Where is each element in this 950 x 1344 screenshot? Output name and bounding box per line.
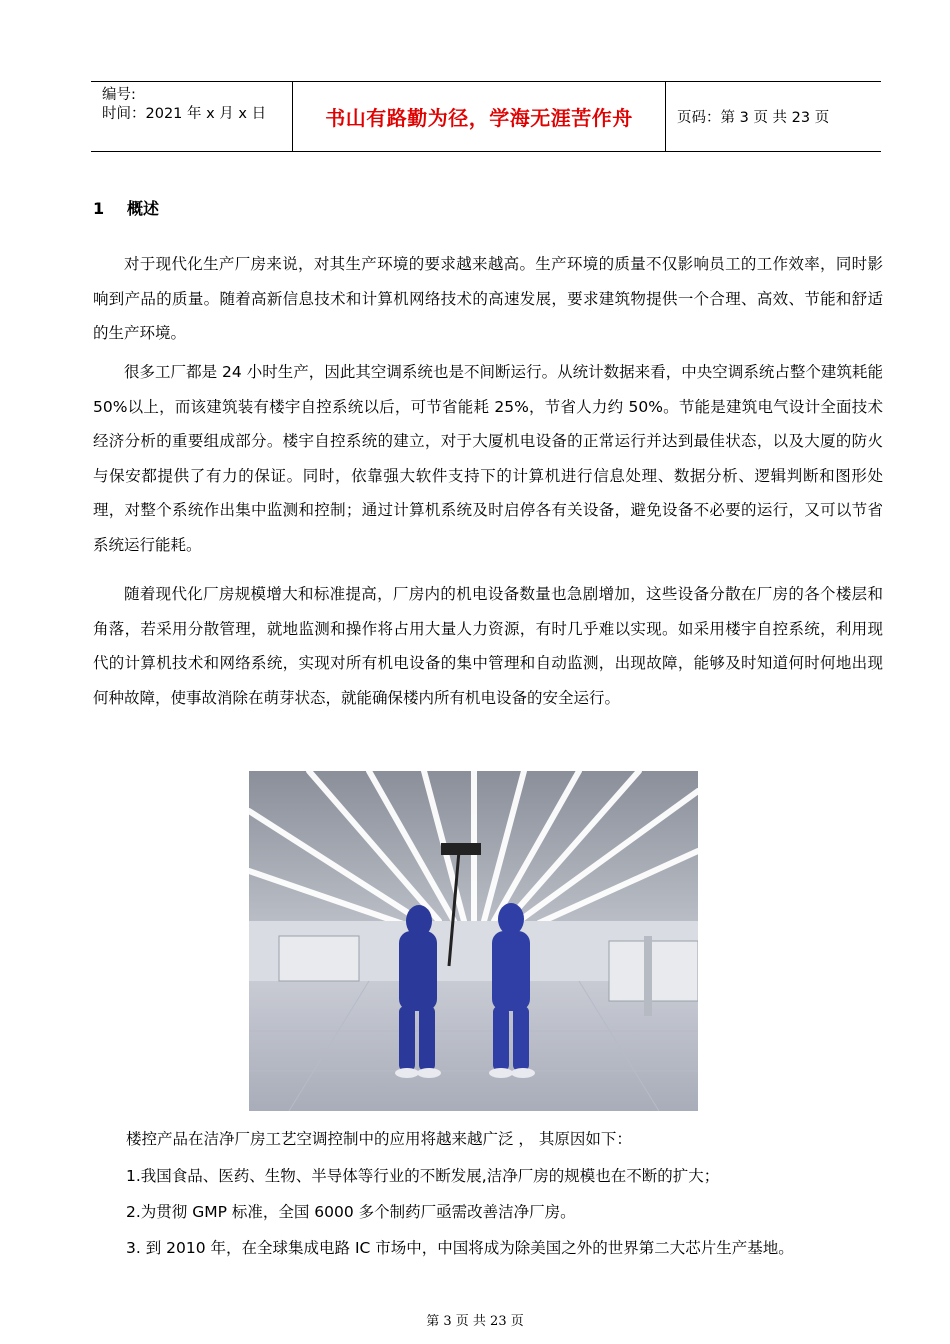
list-intro: 楼控产品在洁净厂房工艺空调控制中的应用将越来越广泛 ， 其原因如下： xyxy=(126,1130,632,1148)
header-meta-cell xyxy=(91,82,293,151)
paragraph: 很多工厂都是 24 小时生产，因此其空调系统也是不间断运行。从统计数据来看，中央空调系统占整个建筑耗能 50%以上，而该建筑装有楼宇自控系统以后，可节省能耗 25%，节省人力约 50%。节能是建筑电气设计全面技术经济分析的重要组成部分。楼宇自控系统的建立，对于大厦机电设备的正常运行并达到最佳状态，以及大厦的防火与保安都提供了有力的保证。同时，依靠强大软件支持下的计算机进行信息处理、数据分析、逻辑判断和图形处理，对整个系统作出集中监测和控制；通过计算机系统及时启停各有关设备，避免设备不必要的运行，又可以节省系统运行能耗。 xyxy=(93,363,883,554)
section-number: 1 xyxy=(93,199,105,218)
paragraph: 对于现代化生产厂房来说，对其生产环境的要求越来越高。生产环境的质量不仅影响员工的工作效率，同时影响到产品的质量。随着高新信息技术和计算机网络技术的高速发展，要求建筑物提供一个合理、高效、节能和舒适的生产环境。 xyxy=(93,255,883,342)
list-item: 3. 到 2010 年，在全球集成电路 IC 市场中，中国将成为除美国之外的世界第二大芯片生产基地。 xyxy=(126,1239,794,1257)
code-label: 编号: xyxy=(102,87,136,103)
paragraph: 随着现代化厂房规模增大和标准提高，厂房内的机电设备数量也急剧增加，这些设备分散在厂房的各个楼层和角落，若采用分散管理，就地监测和操作将占用大量人力资源，有时几乎难以实现。如采用楼宇自控系统，利用现代的计算机技术和网络系统，实现对所有机电设备的集中管理和自动监测，出现故障，能够及时知道何时何地出现何种故障，使事故消除在萌芽状态，就能确保楼内所有机电设备的安全运行。 xyxy=(93,585,883,707)
section-heading xyxy=(93,196,159,219)
list-item: 1.我国食品、医药、生物、半导体等行业的不断发展,洁净厂房的规模也在不断的扩大； xyxy=(126,1167,720,1185)
list-item: 2.为贯彻 GMP 标准，全国 6000 多个制药厂亟需改善洁净厂房。 xyxy=(126,1203,576,1221)
motto: 书山有路勤为径，学海无涯苦作舟 xyxy=(293,82,666,151)
header-table xyxy=(91,81,881,152)
section-title: 概述 xyxy=(127,199,160,218)
page-footer: 第 3 页 共 23 页 xyxy=(426,1314,524,1329)
cleanroom-photo xyxy=(249,771,698,1111)
page-label: 页码：第 3 页 共 23 页 xyxy=(677,110,830,126)
time-label: 时间：2021 年 x 月 x 日 xyxy=(102,106,267,122)
